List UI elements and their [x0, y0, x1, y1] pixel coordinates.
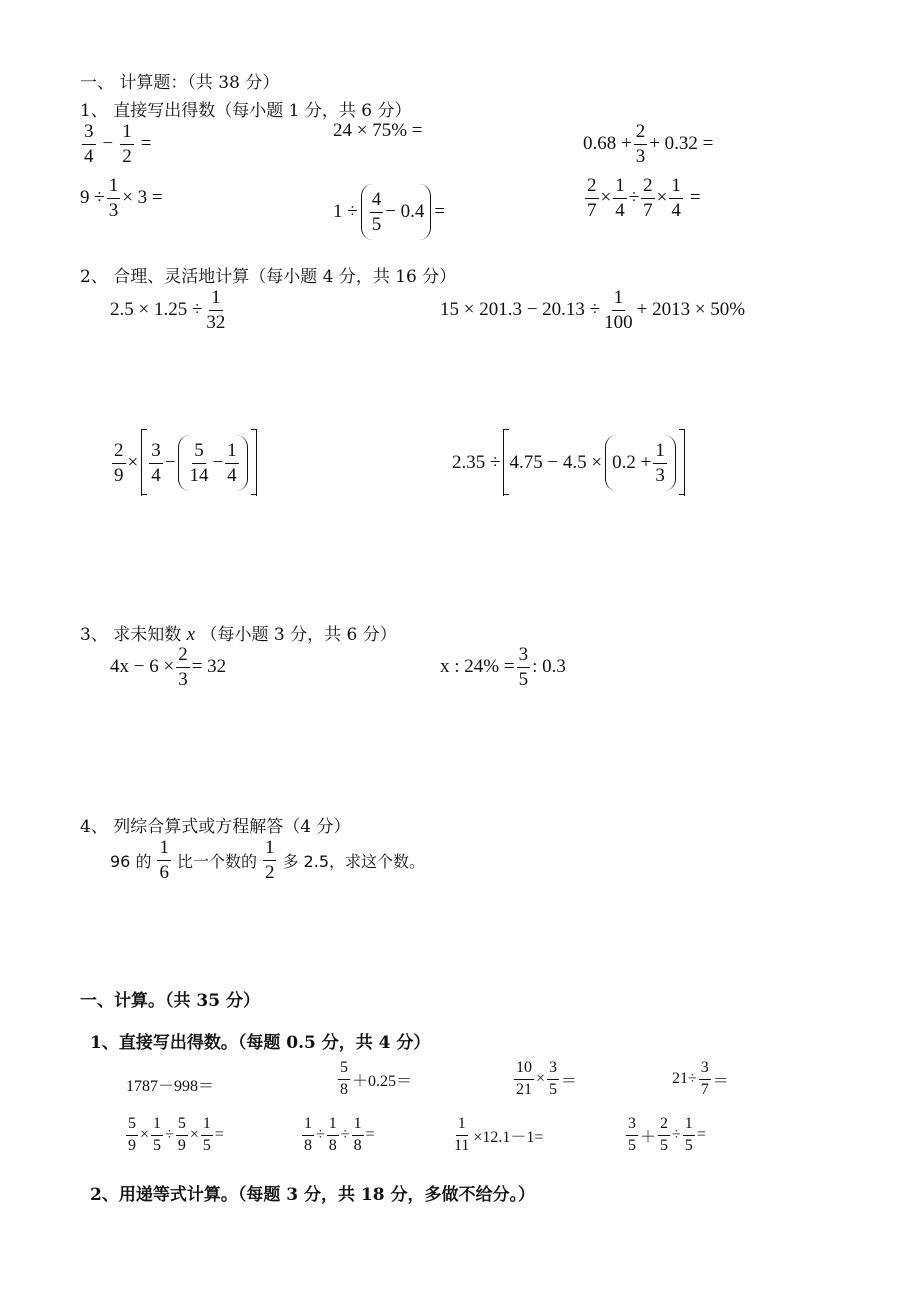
- fraction: $\frac{3}{5}$: [628, 1115, 636, 1154]
- q2-expr-1: 2.5 × 1.25 ÷ $\frac{1}{32}$: [110, 287, 226, 333]
- parentheses: 0.2 + $\frac{1}{3}$: [605, 435, 676, 491]
- p2-expr-1: 1787－998＝: [126, 1078, 215, 1095]
- fraction: $\frac{2}{9}$: [114, 439, 124, 486]
- fraction: $\frac{1}{8}$: [353, 1115, 362, 1154]
- fraction: $\frac{3}{5}$: [549, 1059, 558, 1098]
- part2-question-1-title: 1、直接写出得数。（每题 0.5 分，共 4 分）: [90, 1033, 431, 1053]
- question-3-title: 3、 求未知数 x （每小题 3 分，共 6 分）: [80, 624, 397, 645]
- q4-problem-text: 96 的 $\frac{1}{6}$ 比一个数的 $\frac{1}{2}$ 多 2.5，求这个数。: [110, 837, 426, 883]
- parentheses: $\frac{4}{5}$ − 0.4: [361, 184, 432, 240]
- fraction: $\frac{5}{14}$: [189, 439, 209, 486]
- fraction: $\frac{3}{4}$: [84, 121, 94, 167]
- question-1-title: 1、 直接写出得数（每小题 1 分，共 6 分）: [80, 101, 412, 121]
- part2-question-2-title: 2、用递等式计算。（每题 3 分，共 18 分，多做不给分。）: [90, 1185, 535, 1205]
- q1-expr-4: 9 ÷ $\frac{1}{3}$ × 3 =: [80, 175, 163, 221]
- fraction: $\frac{1}{5}$: [153, 1115, 162, 1154]
- question-4-title: 4、 列综合算式或方程解答（4 分）: [80, 817, 351, 837]
- parentheses: $\frac{5}{14}$ − $\frac{1}{4}$: [178, 435, 247, 491]
- p2-expr-7: $\frac{1}{11}$ ×12.1－1=: [454, 1115, 544, 1154]
- p2-expr-4: 21÷ $\frac{3}{7}$ ＝: [672, 1059, 729, 1098]
- p2-expr-5: $\frac{5}{9}$ × $\frac{1}{5}$ ÷ $\frac{5}{9}$ × $\frac{1}{5}$ =: [128, 1115, 224, 1154]
- square-brackets: $\frac{3}{4}$ − $\frac{5}{14}$ − $\frac{1}{4}$: [141, 430, 256, 496]
- q1-expr-1: $\frac{3}{4}$ − $\frac{1}{2}$ =: [84, 121, 152, 167]
- fraction: $\frac{1}{100}$: [604, 287, 633, 333]
- p2-expr-6: $\frac{1}{8}$ ÷ $\frac{1}{8}$ ÷ $\frac{1}{8}$ =: [304, 1115, 375, 1154]
- question-2-title: 2、 合理、灵活地计算（每小题 4 分，共 16 分）: [80, 267, 457, 287]
- square-brackets: 4.75 − 4.5 × 0.2 + $\frac{1}{3}$: [503, 430, 684, 496]
- fraction: $\frac{3}{5}$: [518, 644, 529, 690]
- fraction: $\frac{1}{32}$: [206, 287, 226, 333]
- q2-expr-4: 2.35 ÷ 4.75 − 4.5 × 0.2 + $\frac{1}{3}$: [452, 430, 688, 496]
- fraction: $\frac{1}{3}$: [108, 175, 119, 221]
- fraction: $\frac{2}{3}$: [635, 121, 646, 167]
- section-heading-1: 一、 计算题：（共 38 分）: [80, 73, 280, 93]
- fraction: $\frac{5}{8}$: [340, 1059, 348, 1098]
- fraction: $\frac{2}{3}$: [178, 644, 188, 690]
- fraction: $\frac{1}{11}$: [454, 1115, 470, 1154]
- fraction: $\frac{5}{9}$: [128, 1115, 136, 1154]
- p2-expr-8: $\frac{3}{5}$ ＋ $\frac{2}{5}$ ÷ $\frac{1}{5}$ =: [628, 1115, 706, 1154]
- fraction: $\frac{1}{3}$: [655, 439, 665, 486]
- fraction: $\frac{1}{5}$: [684, 1115, 693, 1154]
- fraction: $\frac{3}{7}$: [700, 1059, 709, 1098]
- q3-expr-2: x : 24% = $\frac{3}{5}$ : 0.3: [440, 644, 566, 690]
- q2-expr-3: $\frac{2}{9}$ × $\frac{3}{4}$ − $\frac{5}{14}$ − $\frac{1}{4}$: [110, 430, 260, 496]
- fraction: $\frac{1}{6}$: [159, 837, 169, 883]
- fraction: $\frac{10}{21}$: [516, 1059, 532, 1098]
- section-heading-2: 一、计算。（共 35 分）: [80, 991, 260, 1011]
- fraction: $\frac{1}{4}$: [227, 439, 237, 486]
- q1-expr-5: 1 ÷ $\frac{4}{5}$ − 0.4 =: [333, 184, 445, 240]
- fraction: $\frac{4}{5}$: [371, 188, 382, 235]
- fraction: $\frac{3}{4}$: [151, 439, 161, 486]
- p2-expr-3: $\frac{10}{21}$ × $\frac{3}{5}$ ＝: [516, 1059, 578, 1098]
- q1-expr-2: 24 × 75% =: [333, 120, 423, 141]
- fraction: $\frac{2}{7}$: [587, 175, 597, 221]
- q1-expr-6: $\frac{2}{7}$ × $\frac{1}{4}$ ÷ $\frac{2}{7}$ × $\frac{1}{4}$ =: [587, 175, 701, 221]
- fraction: $\frac{2}{7}$: [643, 175, 653, 221]
- fraction: $\frac{1}{5}$: [202, 1115, 211, 1154]
- fraction: $\frac{1}{8}$: [304, 1115, 312, 1154]
- q3-expr-1: 4x − 6 × $\frac{2}{3}$ = 32: [110, 644, 227, 690]
- fraction: $\frac{1}{8}$: [328, 1115, 337, 1154]
- q1-expr-3: 0.68 + $\frac{2}{3}$ + 0.32 =: [583, 121, 714, 167]
- q2-expr-2: 15 × 201.3 − 20.13 ÷ $\frac{1}{100}$ + 2013 × 50%: [440, 287, 746, 333]
- fraction: $\frac{1}{4}$: [615, 175, 625, 221]
- fraction: $\frac{1}{2}$: [122, 121, 132, 167]
- p2-expr-2: $\frac{5}{8}$ ＋0.25＝: [340, 1059, 413, 1098]
- fraction: $\frac{1}{4}$: [671, 175, 681, 221]
- fraction: $\frac{1}{2}$: [264, 837, 275, 883]
- fraction: $\frac{2}{5}$: [660, 1115, 669, 1154]
- fraction: $\frac{5}{9}$: [177, 1115, 186, 1154]
